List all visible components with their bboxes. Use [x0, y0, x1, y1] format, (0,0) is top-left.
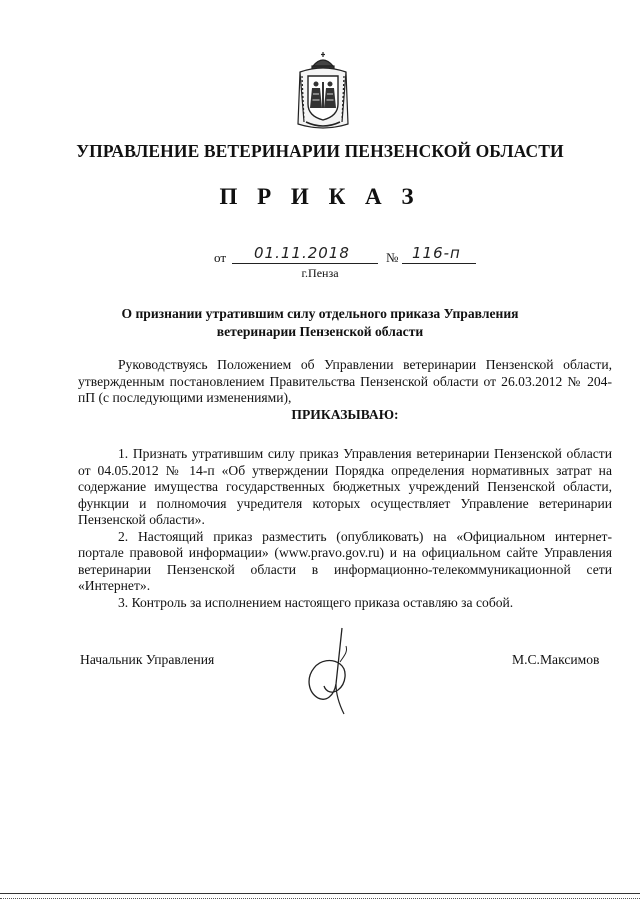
subject-line-1: О признании утратившим силу отдельного приказа Управления [121, 306, 519, 321]
signer-position: Начальник Управления [80, 652, 215, 667]
date-label: от [214, 250, 227, 265]
handwritten-signature-icon [296, 626, 368, 716]
subject-line-2: ветеринарии Пензенской области [216, 324, 424, 339]
footer-rule-dotted [0, 898, 640, 899]
organization-title: УПРАВЛЕНИЕ ВЕТЕРИНАРИИ ПЕНЗЕНСКОЙ ОБЛАСТИ [76, 141, 564, 161]
coat-of-arms-icon [296, 52, 350, 132]
order-item-3: 3. Контроль за исполнением настоящего приказа оставляю за собой. [118, 594, 514, 610]
footer-rule [0, 893, 640, 894]
order-items [78, 446, 612, 611]
number-label: № [386, 250, 399, 265]
document-subject [100, 305, 540, 341]
date-underline [232, 263, 378, 264]
signer-name: М.С.Максимов [512, 652, 600, 667]
order-word: ПРИКАЗЫВАЮ: [291, 406, 399, 422]
order-item-2: 2. Настоящий приказ разместить (опубликовать) на «Официальном интернет-портале правовой информации» (www.pravo.gov.ru) и на официальном сайте Управления ветеринарии Пензенской области в информационно-телекоммуникационной сети «Интернет». [78, 528, 612, 593]
number-value: 116-п [412, 244, 461, 262]
preamble-block [78, 357, 612, 423]
number-underline [402, 263, 476, 264]
order-item-1: 1. Признать утратившим силу приказ Управления ветеринарии Пензенской области от 04.05.2012 № 14-п «Об утверждении Порядка определения нормативных затрат на содержание имущества государственных бюджетных учреждений Пензенской области, функции и полномочия учредителя которых осуществляет Управление ветеринарии Пензенской области». [78, 446, 612, 527]
date-value: 01.11.2018 [254, 244, 350, 262]
document-type-title: П Р И К А З [219, 184, 421, 209]
city-label: г.Пенза [301, 266, 339, 280]
preamble-text: Руководствуясь Положением об Управлении ветеринарии Пензенской области, утвержденным постановлением Правительства Пензенской области от 26.03.2012 № 204-пП (с последующими изменениями), [78, 357, 612, 405]
